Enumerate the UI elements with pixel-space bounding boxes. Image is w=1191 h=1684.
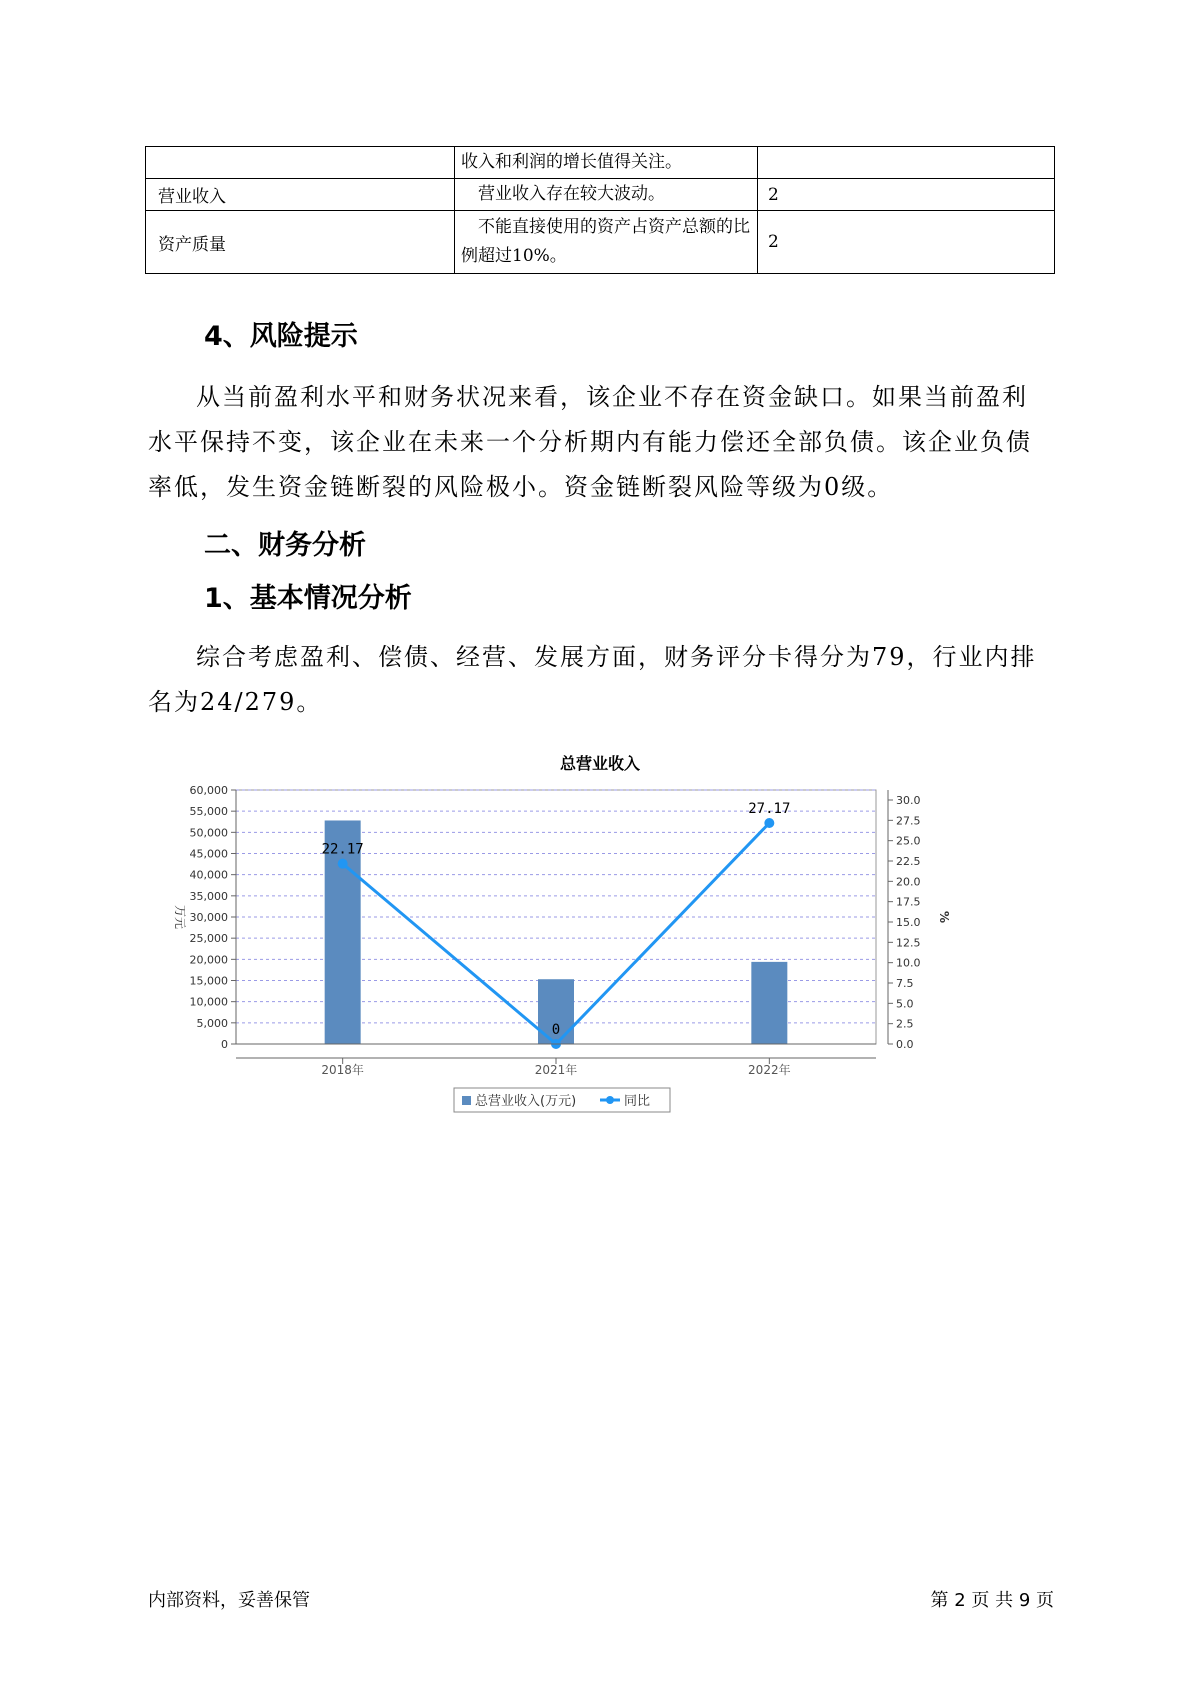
y2-tick-label: 22.5 [896, 855, 921, 868]
y-tick-label: 10,000 [189, 995, 228, 1009]
table-cell: 营业收入 [146, 179, 455, 211]
y-tick-label: 35,000 [189, 889, 228, 903]
table-cell: 2 [758, 211, 1055, 274]
bar-2022年 [751, 962, 787, 1044]
y2-tick-label: 7.5 [896, 977, 914, 990]
risk-table [145, 146, 1055, 274]
y-tick-label: 5,000 [196, 1016, 228, 1030]
legend-bar-swatch [462, 1096, 471, 1105]
y2-tick-label: 17.5 [896, 895, 921, 909]
y2-tick-label: 25.0 [896, 834, 921, 848]
table-row [146, 179, 1055, 211]
section-heading-finance: 二、财务分析 [204, 530, 366, 561]
x-tick-label: 2022年 [748, 1063, 791, 1077]
y2-tick-label: 0.0 [896, 1038, 914, 1051]
section-heading-basic: 1、基本情况分析 [204, 583, 412, 614]
y2-tick-label: 15.0 [896, 916, 921, 929]
footer-page-number: 第 2 页 共 9 页 [930, 1590, 1054, 1611]
y-axis-label: 万元 [173, 904, 187, 930]
y-tick-label: 25,000 [189, 932, 228, 946]
legend-line-marker [606, 1096, 614, 1104]
y2-axis-label: % [937, 910, 951, 924]
chart-svg [170, 750, 1050, 1210]
legend-line-label: 同比 [624, 1094, 651, 1109]
y-tick-label: 45,000 [189, 847, 228, 861]
yoy-point [338, 859, 348, 869]
yoy-data-label: 27.17 [748, 801, 791, 818]
y2-tick-label: 12.5 [896, 936, 921, 950]
section-heading-risk: 4、风险提示 [204, 321, 358, 352]
y2-tick-label: 10.0 [896, 956, 921, 970]
table-cell: 收入和利润的增长值得关注。 [455, 147, 758, 179]
revenue-chart [170, 750, 1050, 1210]
x-tick-label: 2018年 [321, 1063, 364, 1077]
table-cell: 营业收入存在较大波动。 [455, 179, 758, 211]
table-cell [758, 147, 1055, 179]
y-tick-label: 30,000 [189, 911, 228, 924]
yoy-data-label: 0 [551, 1022, 561, 1038]
y2-tick-label: 5.0 [896, 997, 914, 1011]
table-cell: 2 [758, 179, 1055, 211]
y-tick-label: 40,000 [189, 868, 228, 882]
yoy-data-label: 22.17 [321, 841, 364, 858]
risk-paragraph: 从当前盈利水平和财务状况来看，该企业不存在资金缺口。如果当前盈利水平保持不变，该企业在未来一个分析期内有能力偿还全部负债。该企业负债率低，发生资金链断裂的风险极小。资金链断裂风险等级为0级。 [148, 383, 1032, 501]
yoy-point [764, 818, 774, 828]
chart-title: 总营业收入 [559, 754, 641, 773]
y-tick-label: 15,000 [189, 974, 228, 988]
table-cell: 不能直接使用的资产占资产总额的比例超过10%。 [455, 211, 758, 274]
footer-confidential: 内部资料，妥善保管 [148, 1590, 310, 1611]
y2-tick-label: 2.5 [896, 1017, 914, 1031]
y-tick-label: 0 [221, 1038, 228, 1051]
y2-tick-label: 20.0 [896, 875, 921, 889]
y-tick-label: 55,000 [189, 805, 228, 819]
legend-bar-label: 总营业收入(万元) [475, 1094, 577, 1109]
table-cell [146, 147, 455, 179]
table-row [146, 147, 1055, 179]
y-tick-label: 50,000 [189, 826, 228, 840]
x-tick-label: 2021年 [534, 1063, 578, 1077]
basic-paragraph: 综合考虑盈利、偿债、经营、发展方面，财务评分卡得分为79，行业内排名为24/279。 [148, 643, 1037, 716]
y-tick-label: 60,000 [189, 784, 228, 797]
y2-tick-label: 30.0 [896, 794, 921, 807]
table-cell: 资产质量 [146, 211, 455, 274]
table-row [146, 211, 1055, 274]
y-tick-label: 20,000 [189, 953, 228, 967]
y2-tick-label: 27.5 [896, 814, 921, 828]
